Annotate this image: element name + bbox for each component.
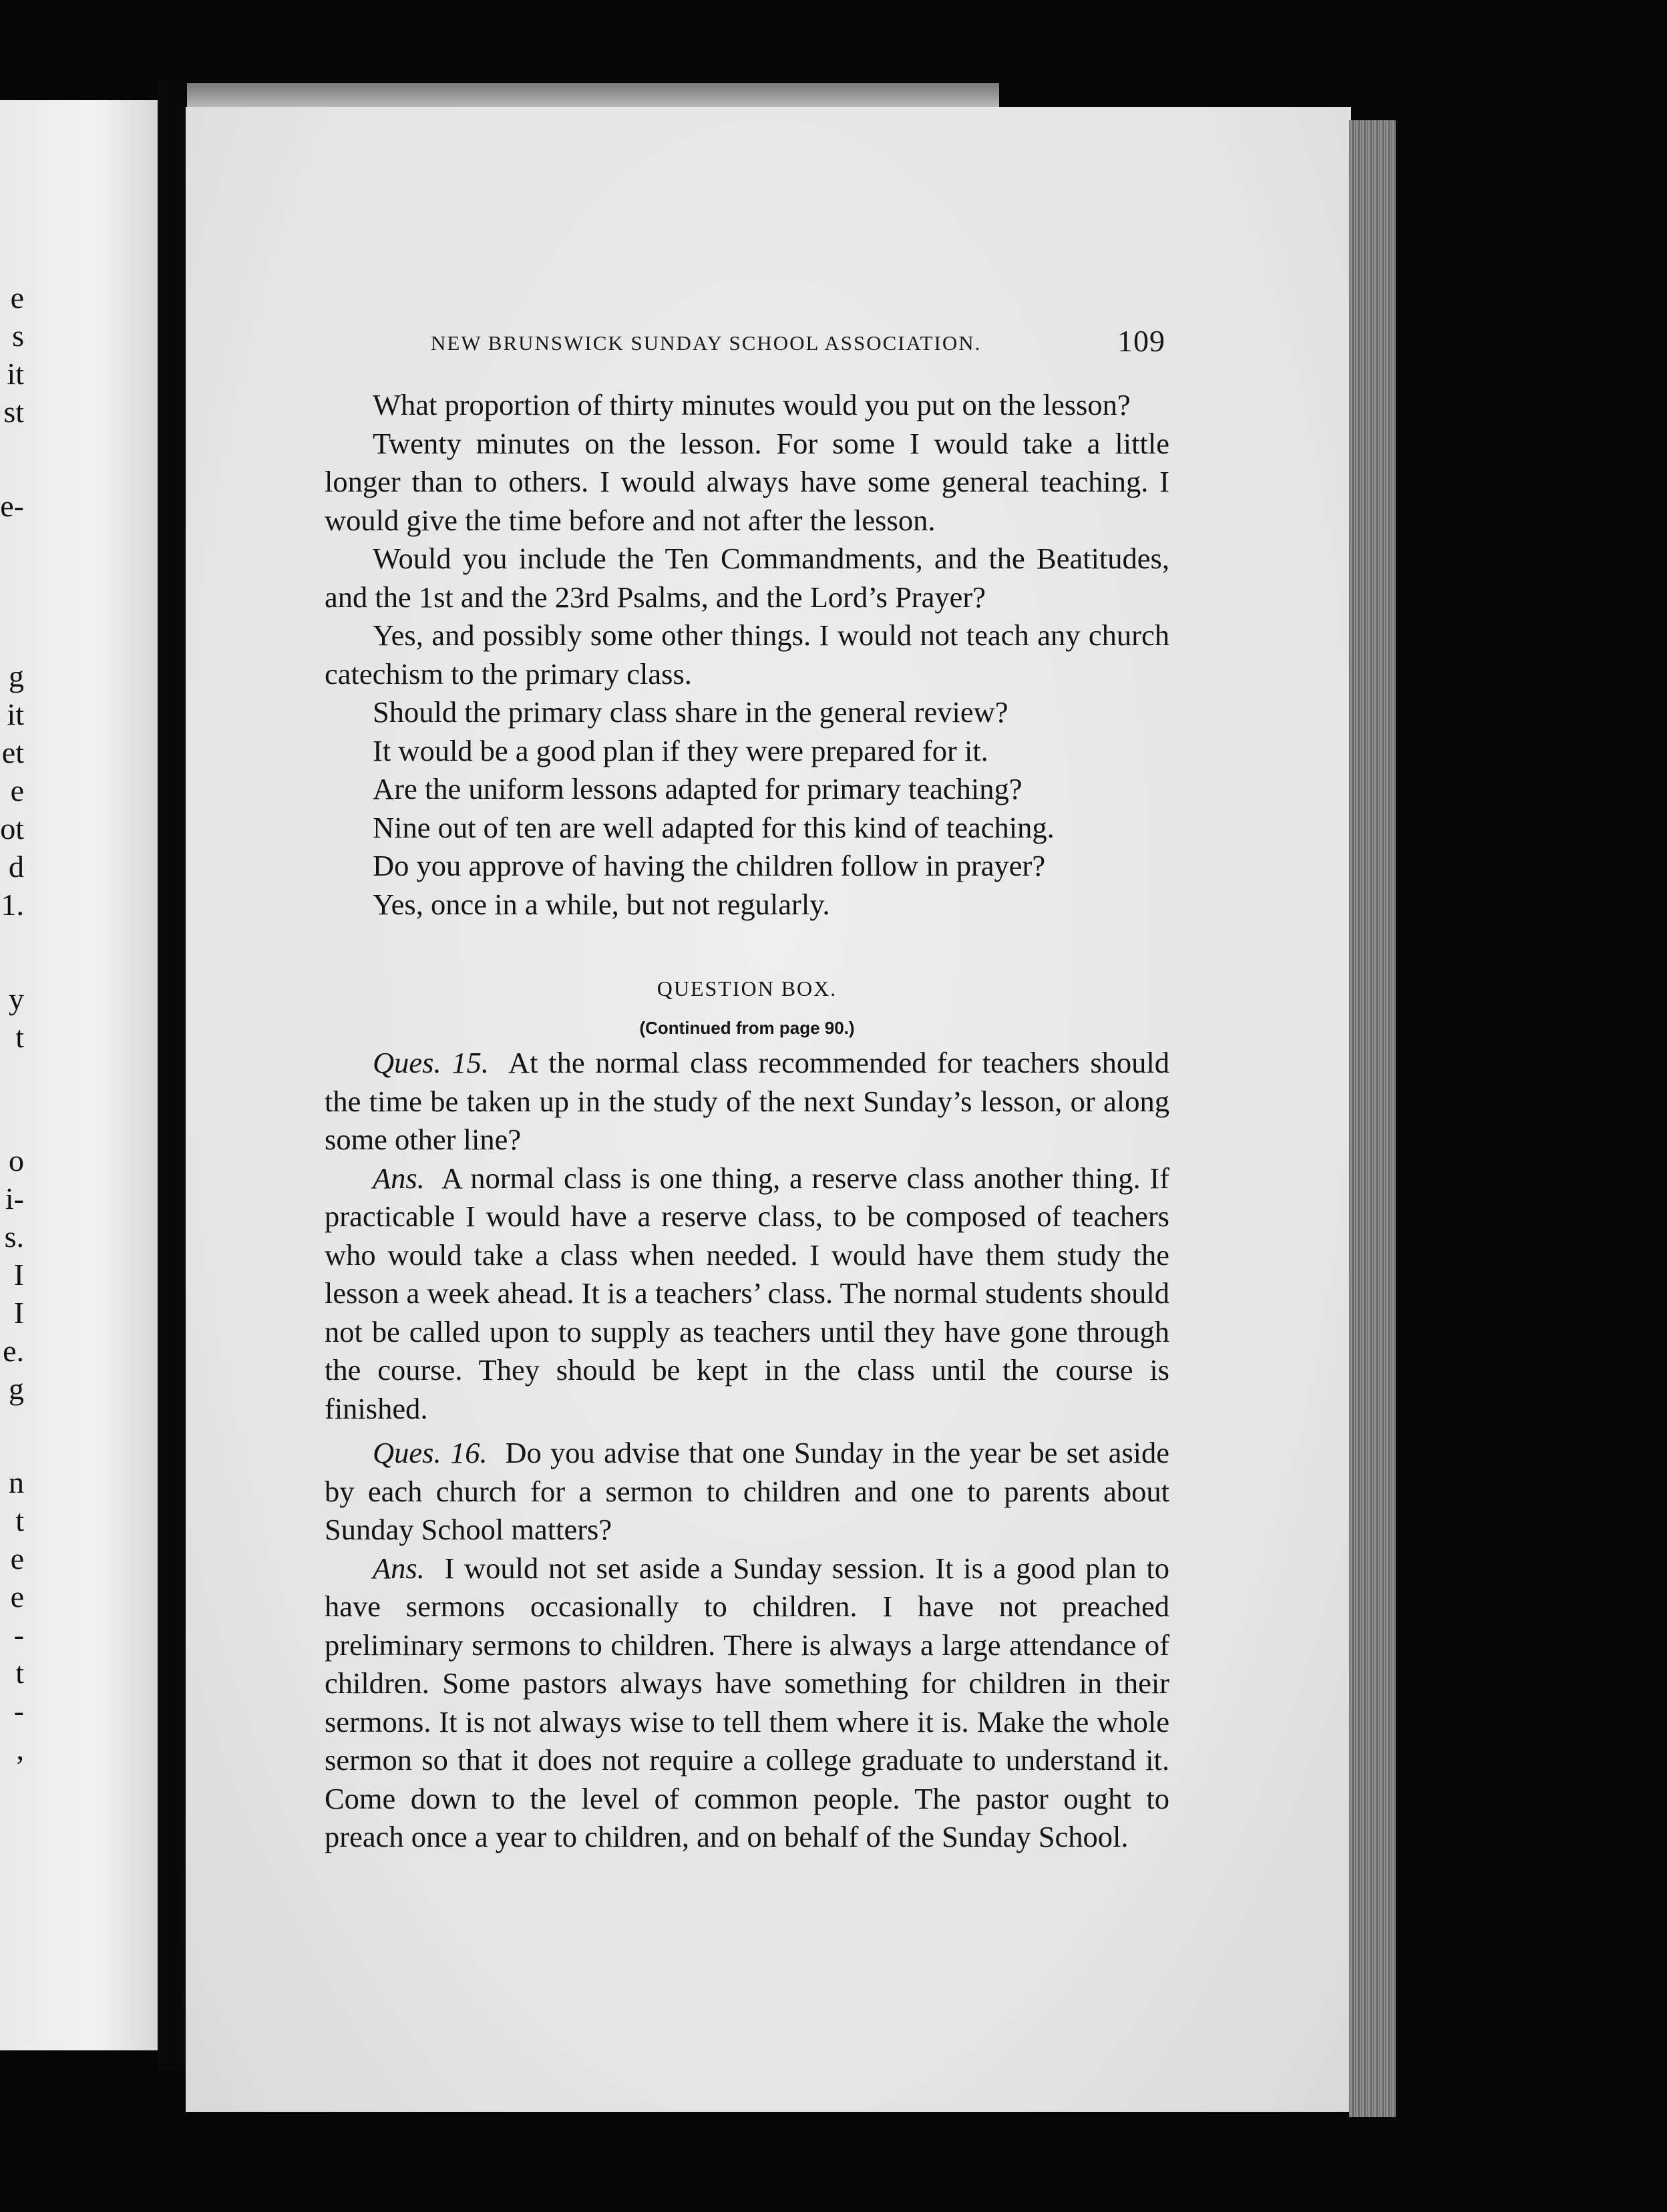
paragraph: It would be a good plan if they were prepared for it. — [373, 733, 988, 767]
question-16-block — [325, 1434, 1169, 1857]
answer-16-label: Ans. — [373, 1551, 425, 1585]
facing-page-fragment: s — [12, 319, 24, 353]
answer-16-text: I would not set aside a Sunday session. It is a good plan to have sermons occasionally to children. I have not preached preliminary sermons to children. There is always a large attendance of children. Some pastors always have something for children in their sermons. It is not always wise to tell them where it is. Make the whole sermon so that it does not require a college graduate to understand it. Come down to the level of common people. The pastor ought to preach once a year to children, and on behalf of the Sunday School. — [325, 1551, 1170, 1853]
paragraph: Twenty minutes on the lesson. For some I would take a little longer than to others. I would always have some general teaching. I would give the time before and not after the lesson. — [325, 426, 1169, 537]
question-15-label: Ques. 15. — [373, 1046, 489, 1079]
paragraph: Do you approve of having the children follow in prayer? — [373, 849, 1046, 882]
facing-page-fragment: t — [15, 1656, 24, 1690]
running-head — [431, 323, 1165, 363]
facing-page-fragment: e — [10, 281, 24, 315]
facing-page-fragment: e — [10, 1580, 24, 1614]
facing-page-fragment: - — [13, 1618, 24, 1652]
book-gutter — [158, 80, 187, 2070]
facing-page-fragment: t — [15, 1503, 24, 1537]
facing-page-fragment: ot — [0, 811, 24, 846]
facing-page-fragment: e. — [3, 1334, 24, 1368]
facing-page-fragment: i- — [5, 1181, 24, 1216]
facing-page-fragment: o — [9, 1143, 24, 1177]
facing-page-fragment: et — [1, 735, 24, 769]
answer-15-label: Ans. — [373, 1161, 425, 1195]
question-15-text: At the normal class recommended for teachers should the time be taken up in the study of the next Sunday’s lesson, or along some other line? — [325, 1046, 1169, 1156]
facing-page-fragment: t — [15, 1020, 24, 1054]
question-16-text: Do you advise that one Sunday in the year be set aside by each church for a sermon to children and one to parents about Sunday School matters? — [325, 1436, 1170, 1546]
paragraph: Should the primary class share in the general review? — [373, 695, 1008, 729]
page-number: 109 — [1117, 324, 1165, 358]
facing-page-fragment: 1. — [1, 888, 24, 922]
question-16-label: Ques. 16. — [373, 1436, 488, 1469]
facing-page-fragment: g — [9, 1372, 24, 1406]
facing-page-fragment: - — [13, 1694, 24, 1728]
page-top-edge — [187, 83, 999, 108]
facing-page-fragment: e- — [0, 489, 24, 523]
facing-page-fragment: e — [10, 773, 24, 807]
question-16 — [325, 1434, 1169, 1549]
facing-page-text-fragments — [0, 100, 158, 2050]
section-primary-discussion — [325, 386, 1169, 924]
facing-page-fragment: st — [3, 395, 24, 429]
question-15-block — [325, 1044, 1169, 1428]
answer-15 — [325, 1159, 1169, 1429]
facing-page-fragment: , — [16, 1732, 24, 1766]
paragraph: Nine out of ten are well adapted for this kind of teaching. — [373, 810, 1055, 844]
page-block-fore-edge — [1349, 120, 1396, 2117]
question-15 — [325, 1044, 1169, 1159]
facing-page-fragment: s. — [4, 1220, 24, 1254]
paragraph: Yes, and possibly some other things. I would not teach any church catechism to the primary class. — [325, 618, 1169, 691]
facing-page-fragment: I — [13, 1296, 24, 1330]
paragraph: Would you include the Ten Commandments, and the Beatitudes, and the 1st and the 23rd Psalms, and the Lord’s Prayer? — [325, 542, 1169, 614]
facing-page-fragment: I — [13, 1258, 24, 1292]
paragraph: What proportion of thirty minutes would you put on the lesson? — [373, 388, 1131, 421]
facing-page-edge — [0, 100, 158, 2050]
facing-page-fragment: g — [9, 659, 24, 693]
facing-page-fragment: n — [9, 1465, 24, 1499]
facing-page-fragment: it — [7, 697, 24, 731]
question-box-heading: QUESTION BOX. — [657, 976, 838, 1000]
paragraph: Are the uniform lessons adapted for primary teaching? — [373, 772, 1023, 805]
paragraph: Yes, once in a while, but not regularly. — [373, 887, 830, 921]
answer-15-text: A normal class is one thing, a reserve class another thing. If practicable I would have a reserve class, to be composed of teachers who would take a class when needed. I would have them study the lesson a week ahead. It is a teachers’ class. The normal students should not be called upon to supply as teachers until they have gone through the course. They should be kept in the class until the course is finished. — [325, 1161, 1169, 1425]
running-head-title: NEW BRUNSWICK SUNDAY SCHOOL ASSOCIATION. — [431, 331, 982, 355]
answer-16 — [325, 1549, 1169, 1857]
question-box-continued-note: (Continued from page 90.) — [639, 1018, 855, 1038]
facing-page-fragment: y — [9, 982, 24, 1016]
facing-page-fragment: e — [10, 1541, 24, 1576]
facing-page-fragment: d — [9, 850, 24, 884]
facing-page-fragment: it — [7, 357, 24, 391]
